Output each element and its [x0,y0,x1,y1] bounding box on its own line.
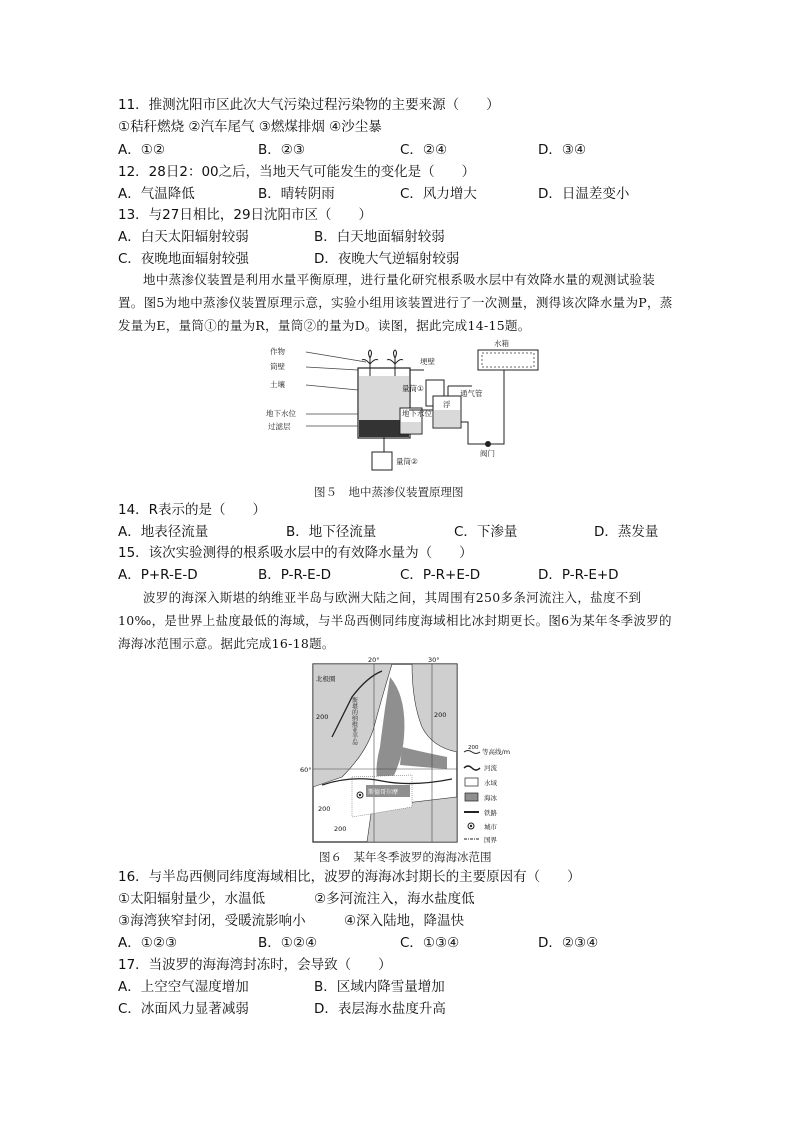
q16-item-2: ②多河流注入，海水盐度低 [314,891,475,907]
q11-option-d: D．③④ [538,142,587,158]
legend-sea-ice: 海冰 [484,794,497,802]
fig6-contour-2: 200 [434,711,447,719]
legend-water: 水域 [484,779,497,787]
fig6-city-stockholm: 斯德哥尔摩 [368,789,399,796]
q13-option-d: D．夜晚大气逆辐射较弱 [314,251,460,267]
q13-stem: 13．与27日相比，29日沈阳市区（ ） [118,207,373,223]
legend-railway: 铁路 [484,809,497,817]
label-crop: 作物 [270,347,285,356]
label-groundwater: 地下水位 [266,409,296,418]
label-soil: 土壤 [270,380,285,389]
q11-items: ①秸秆燃烧 ②汽车尾气 ③燃煤排烟 ④沙尘暴 [118,119,382,135]
q16-option-a: A．①②③ [118,935,178,951]
figure-6-caption: 图６ 某年冬季波罗的海海冰范围 [319,850,492,864]
q12-stem: 12．28日2：00之后，当地天气可能发生的变化是（ ） [118,164,476,180]
q12-option-c: C．风力增大 [400,186,477,202]
q16-stem: 16．与半岛西侧同纬度海域相比，波罗的海海冰封期长的主要原因有（ ） [118,869,581,885]
q17-stem: 17．当波罗的海海湾封冻时，会导致（ ） [118,957,392,973]
label-groundwater2: 地下水位 [402,409,432,418]
figure-5-lysimeter-diagram [262,340,562,472]
q16-item-4: ④深入陆地，降温快 [344,913,465,929]
q15-option-b: B．P-R-E-D [258,567,331,583]
intro-paragraph-14-15: 地中蒸渗仪装置是利用水量平衡原理，进行量化研究根系吸水层中有效降水量的观测试验装置。图5为地中蒸渗仪装置原理示意，实验小组用该装置进行了一次测量，测得该次降水量为P，蒸发量为E，量筒①的量为R，量筒②的量为D。读图，据此完成14-15题。 [118,272,673,333]
q15-option-d: D．P-R-E+D [538,567,619,583]
label-cylinder2: 量筒② [396,457,418,466]
q14-option-d: D．蒸发量 [594,524,659,540]
legend-border: 国界 [484,836,497,844]
q11-option-b: B．②③ [258,142,305,158]
q13-option-c: C．夜晚地面辐射较强 [118,251,249,267]
q15-stem: 15．该次实验测得的根系吸水层中的有效降水量为（ ） [118,545,473,561]
label-vent: 通气管 [460,389,483,398]
q17-option-c: C．冰面风力显著减弱 [118,1001,249,1017]
q17-option-d: D．表层海水盐度升高 [314,1001,446,1017]
q11-option-a: A．①② [118,142,165,158]
q13-option-b: B．白天地面辐射较弱 [314,229,445,245]
q11-option-c: C．②④ [400,142,448,158]
fig6-arctic-circle: 北极圈 [316,675,336,683]
legend-river: 河流 [484,764,497,772]
fig6-peninsula-label: 斯堪的纳维亚半岛 [350,697,358,745]
q16-item-1: ①太阳辐射量少，水温低 [118,891,266,907]
label-dyke: 埂壁 [420,357,435,366]
fig6-lon-30: 30° [428,656,440,664]
fig6-contour-1: 200 [316,713,329,721]
fig6-lon-20: 20° [368,656,380,664]
fig6-contour-3: 200 [318,805,331,813]
q16-option-b: B．①②④ [258,935,318,951]
figure-5-caption: 图５ 地中蒸渗仪装置原理图 [314,485,464,499]
q11-stem: 11．推测沈阳市区此次大气污染过程污染物的主要来源（ ） [118,97,500,113]
label-tank: 水箱 [494,339,509,348]
label-float: 浮 [443,400,451,409]
q14-option-b: B．地下径流量 [286,524,377,540]
q13-option-a: A．白天太阳辐射较弱 [118,229,249,245]
q15-option-a: A．P+R-E-D [118,567,198,583]
legend-contour: 等高线/m [482,748,511,756]
q14-option-c: C．下渗量 [454,524,518,540]
q17-option-a: A．上空空气湿度增加 [118,979,249,995]
q16-option-c: C．①③④ [400,935,460,951]
q12-option-b: B．晴转阴雨 [258,186,335,202]
intro-paragraph-16-18: 波罗的海深入斯堪的纳维亚半岛与欧洲大陆之间，其周围有250多条河流注入，盐度不到10‰，是世界上盐度最低的海域，与半岛西侧同纬度海域相比冰封期更长。图6为某年冬季波罗的海海冰范围示意。据此完成16-18题。 [118,590,672,651]
label-cylinder1: 量筒① [402,384,424,393]
legend-city: 城市 [484,823,497,831]
q16-option-d: D．②③④ [538,935,599,951]
q16-item-3: ③海湾狭窄封闭，受暖流影响小 [118,913,306,929]
figure-6-baltic-sea-ice-map [300,656,520,845]
label-filter: 过滤层 [268,422,291,431]
label-valve: 阀门 [480,449,495,458]
q15-option-c: C．P-R+E-D [400,567,481,583]
label-wall: 筒壁 [270,362,285,371]
q17-option-b: B．区域内降雪量增加 [314,979,445,995]
q12-option-d: D．日温差变小 [538,186,630,202]
q12-option-a: A．气温降低 [118,186,195,202]
legend-contour-value: 200 [468,745,479,751]
q14-option-a: A．地表径流量 [118,524,209,540]
fig6-lat-60: 60° [300,766,312,774]
q14-stem: 14．R表示的是（ ） [118,502,267,518]
fig6-contour-4: 200 [334,825,347,833]
